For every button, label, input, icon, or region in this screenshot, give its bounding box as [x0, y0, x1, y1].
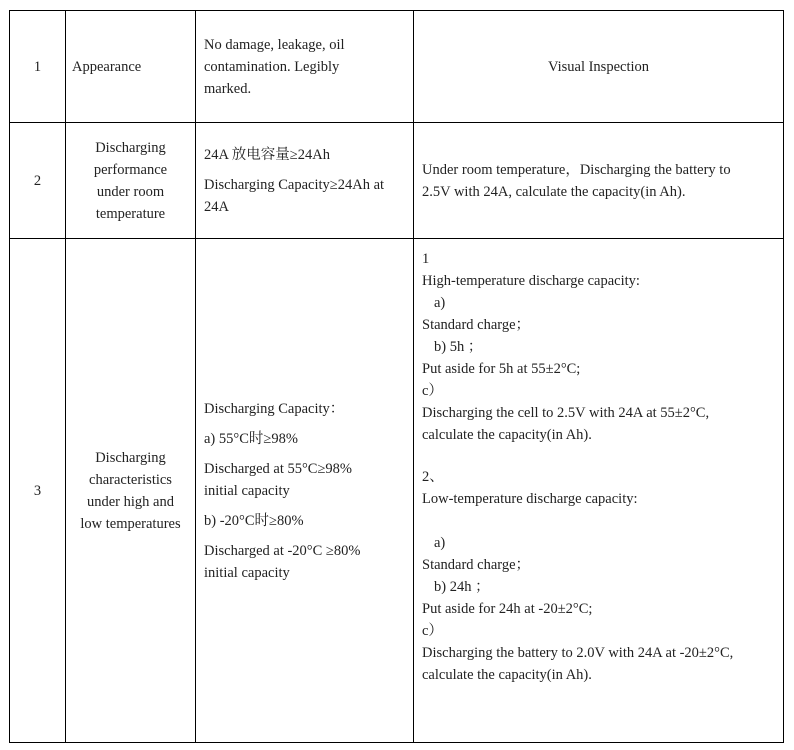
- test-method-line: b) 5h ；: [434, 339, 483, 355]
- test-method-line: c）: [422, 623, 443, 639]
- test-method-line: Standard charge；: [422, 317, 531, 333]
- test-item-line: low temperatures: [80, 515, 181, 532]
- requirement-line: initial capacity: [204, 564, 290, 581]
- requirement-line: 24A: [204, 198, 229, 215]
- test-item-line: characteristics: [89, 471, 172, 488]
- table-row: [10, 123, 784, 239]
- requirement-line: b) -20°C时≥80%: [204, 512, 304, 529]
- requirement-line: 24A 放电容量≥24Ah: [204, 146, 330, 163]
- test-item-line: temperature: [95, 205, 166, 222]
- test-item-line: under room: [96, 183, 165, 200]
- table-row: [10, 11, 784, 123]
- test-method-line: a): [434, 535, 446, 551]
- requirement-line: initial capacity: [204, 482, 290, 499]
- test-method-line: c）: [422, 383, 443, 399]
- test-method-line: Visual Inspection: [547, 58, 649, 75]
- requirement-line: contamination. Legibly: [204, 58, 340, 75]
- requirement-cell: [196, 11, 414, 123]
- test-method-line: 1: [422, 251, 430, 267]
- table-row: [10, 239, 784, 743]
- test-method-line: calculate the capacity(in Ah).: [422, 667, 592, 683]
- test-item-cell: [66, 11, 196, 123]
- requirement-line: a) 55°C时≥98%: [204, 430, 298, 447]
- test-item-cell: [66, 123, 196, 239]
- requirement-cell: [196, 123, 414, 239]
- test-method-line: Under room temperature，Discharging the battery to: [422, 161, 731, 178]
- test-item-line: under high and: [87, 493, 174, 510]
- test-method-line: Low-temperature discharge capacity:: [422, 491, 638, 507]
- requirement-line: marked.: [204, 80, 252, 97]
- requirement-line: Discharging Capacity：: [204, 400, 345, 417]
- test-item-line: Discharging: [95, 449, 166, 466]
- specification-table: [9, 10, 784, 743]
- test-method-cell: [414, 123, 784, 239]
- row-number: 3: [10, 239, 66, 743]
- test-method-line: High-temperature discharge capacity:: [422, 273, 640, 289]
- requirement-line: Discharged at 55°C≥98%: [204, 460, 352, 477]
- test-method-line: 2.5V with 24A, calculate the capacity(in Ah).: [422, 183, 686, 200]
- requirement-line: No damage, leakage, oil: [204, 36, 345, 53]
- test-method-line: Discharging the cell to 2.5V with 24A at 55±2°C,: [422, 405, 710, 421]
- requirement-line: Discharged at -20°C ≥80%: [204, 542, 361, 559]
- test-item-line: Discharging: [95, 139, 166, 156]
- test-method-line: 2、: [422, 469, 444, 485]
- test-method-line: Put aside for 5h at 55±2°C;: [422, 361, 581, 377]
- test-method-line: calculate the capacity(in Ah).: [422, 427, 592, 443]
- test-method-line: Discharging the battery to 2.0V with 24A at -20±2°C,: [422, 645, 734, 661]
- test-method-line: b) 24h ；: [434, 579, 490, 595]
- requirement-line: Discharging Capacity≥24Ah at: [204, 176, 385, 193]
- test-method-line: Standard charge；: [422, 557, 531, 573]
- row-number: 1: [10, 11, 66, 123]
- row-number: 2: [10, 123, 66, 239]
- test-item-line: performance: [93, 161, 168, 178]
- test-item-cell: [66, 239, 196, 743]
- test-method-line: a): [434, 295, 446, 311]
- test-item-line: Appearance: [72, 58, 142, 75]
- test-method-line: Put aside for 24h at -20±2°C;: [422, 601, 593, 617]
- test-method-cell: [414, 239, 784, 743]
- requirement-cell: [196, 239, 414, 743]
- test-method-cell: [414, 11, 784, 123]
